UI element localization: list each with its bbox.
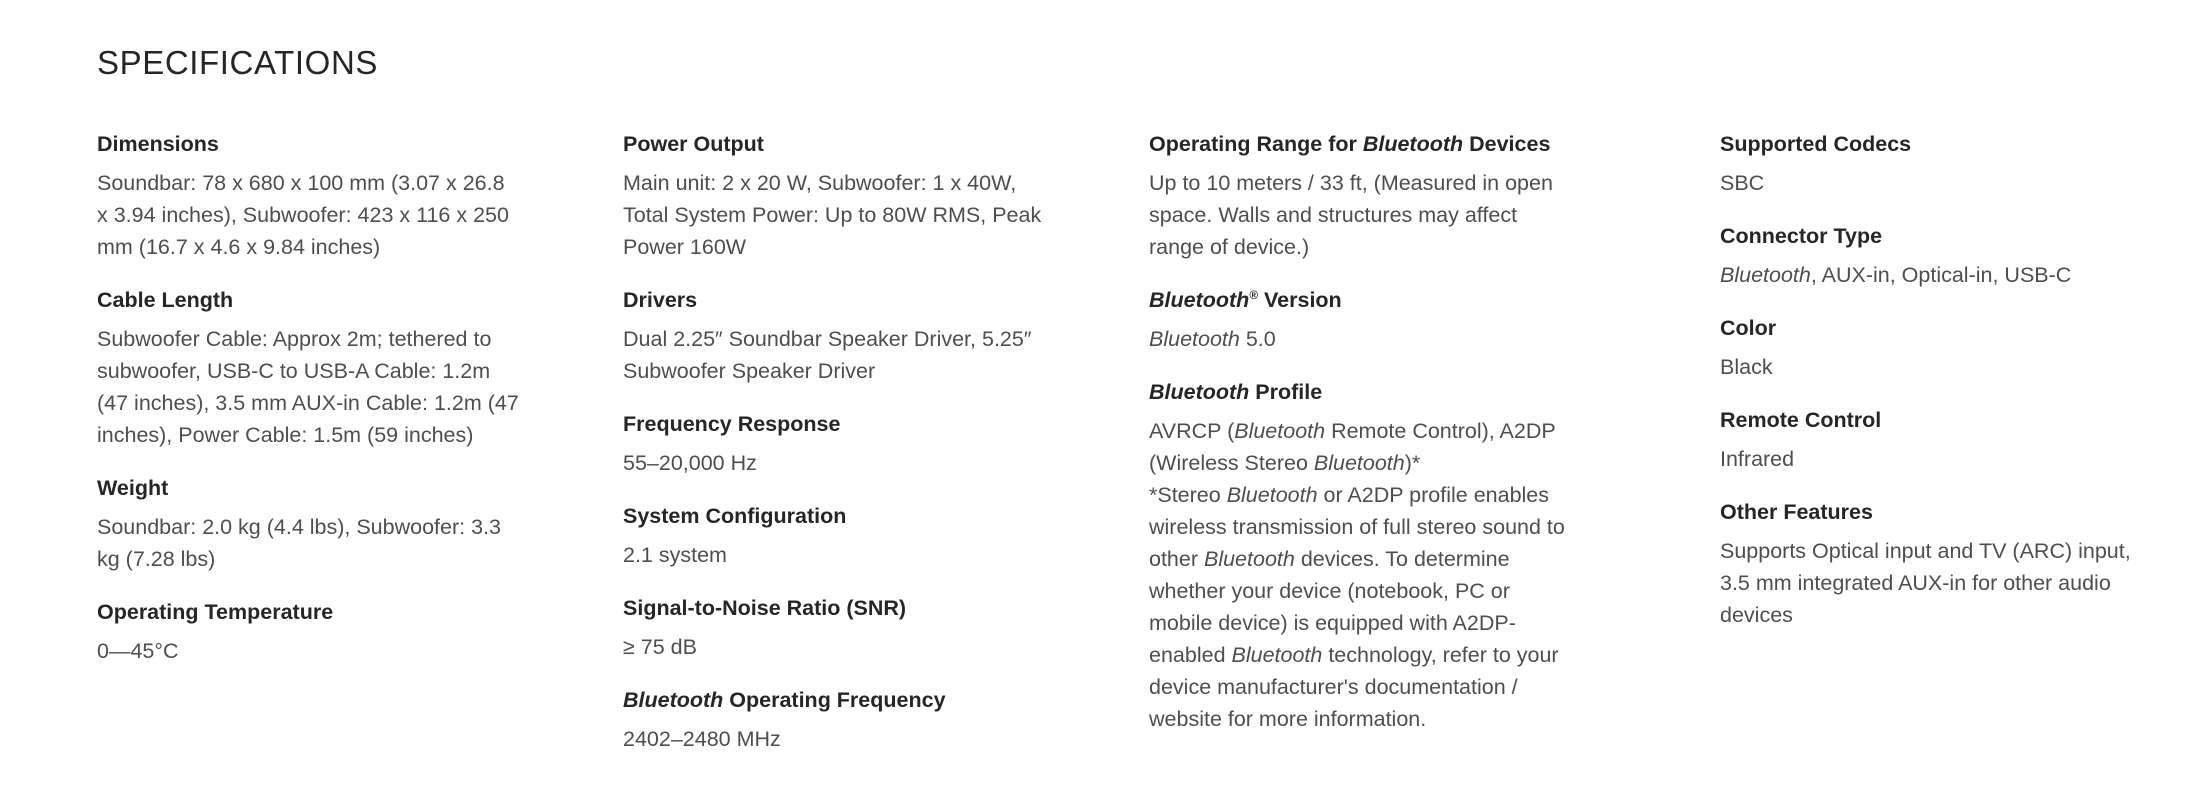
spec-value: Infrared: [1720, 447, 1795, 471]
spec-section: [1149, 128, 1573, 263]
spec-heading: Bluetooth Operating Frequency: [623, 688, 946, 712]
spec-section: [623, 408, 1047, 479]
spec-heading: Connector Type: [1720, 224, 1883, 248]
spec-value: Dual 2.25″ Soundbar Speaker Driver, 5.25″ Subwoofer Speaker Driver: [623, 327, 1032, 383]
spec-section: [1149, 284, 1573, 355]
spec-heading: Bluetooth® Version: [1149, 287, 1342, 312]
spec-section: [1720, 404, 2164, 475]
spec-section: [97, 596, 521, 667]
spec-heading: Supported Codecs: [1720, 132, 1912, 156]
spec-value: Up to 10 meters / 33 ft, (Measured in open space. Walls and structures may affect range of device.): [1149, 171, 1553, 259]
spec-value: Main unit: 2 x 20 W, Subwoofer: 1 x 40W, Total System Power: Up to 80W RMS, Peak Power 160W: [623, 171, 1042, 259]
spec-value: 55–20,000 Hz: [623, 451, 757, 475]
specs-grid: [97, 128, 2200, 776]
spec-value: 2.1 system: [623, 543, 727, 567]
spec-heading: System Configuration: [623, 504, 847, 528]
spec-section: [623, 592, 1047, 663]
spec-heading: Remote Control: [1720, 408, 1882, 432]
spec-heading: Signal-to-Noise Ratio (SNR): [623, 596, 907, 620]
spec-heading: Cable Length: [97, 288, 234, 312]
spec-value: Subwoofer Cable: Approx 2m; tethered to subwoofer, USB-C to USB-A Cable: 1.2m (47 inches), 3.5 mm AUX-in Cable: 1.2m (47 inches), Power Cable: 1.5m (59 inches): [97, 327, 519, 447]
spec-value: Bluetooth 5.0: [1149, 327, 1276, 351]
spec-heading: Operating Temperature: [97, 600, 334, 624]
spec-section: [97, 128, 521, 263]
spec-heading: Weight: [97, 476, 169, 500]
spec-heading: Drivers: [623, 288, 698, 312]
spec-section: [1720, 128, 2164, 199]
spec-column: [97, 128, 521, 688]
spec-value: Supports Optical input and TV (ARC) input, 3.5 mm integrated AUX-in for other audio devices: [1720, 539, 2131, 627]
spec-value: 2402–2480 MHz: [623, 727, 781, 751]
spec-section: [623, 500, 1047, 571]
spec-value: SBC: [1720, 171, 1765, 195]
spec-section: [97, 472, 521, 575]
spec-section: [623, 128, 1047, 263]
spec-value: Soundbar: 78 x 680 x 100 mm (3.07 x 26.8 x 3.94 inches), Subwoofer: 423 x 116 x 250 mm (16.7 x 4.6 x 9.84 inches): [97, 171, 509, 259]
spec-column: [1720, 128, 2164, 652]
spec-section: [1720, 312, 2164, 383]
spec-heading: Color: [1720, 316, 1777, 340]
spec-column: [1149, 128, 1573, 756]
spec-section: [1720, 220, 2164, 291]
spec-section: [1720, 496, 2164, 631]
spec-value: 0—45°C: [97, 639, 179, 663]
page-title: SPECIFICATIONS: [97, 44, 378, 81]
spec-column: [623, 128, 1047, 776]
spec-section: [1149, 376, 1573, 735]
spec-section: [623, 284, 1047, 387]
spec-heading: Power Output: [623, 132, 764, 156]
spec-value: Soundbar: 2.0 kg (4.4 lbs), Subwoofer: 3.3 kg (7.28 lbs): [97, 515, 501, 571]
spec-value: Bluetooth, AUX-in, Optical-in, USB-C: [1720, 263, 2072, 287]
spec-section: [97, 284, 521, 451]
spec-heading: Operating Range for Bluetooth Devices: [1149, 132, 1551, 156]
spec-heading: Frequency Response: [623, 412, 841, 436]
spec-heading: Dimensions: [97, 132, 219, 156]
spec-value: ≥ 75 dB: [623, 635, 697, 659]
spec-section: [623, 684, 1047, 755]
spec-value: AVRCP (Bluetooth Remote Control), A2DP (Wireless Stereo Bluetooth)* *Stereo Bluetooth or A2DP profile enables wireless transmission of full stereo sound to other Bluetooth devices. To determine whether your device (notebook, PC or mobile device) is equipped with A2DP-enabled Bluetooth technology, refer to your device manufacturer's documentation / website for more information.: [1149, 419, 1565, 731]
spec-heading: Bluetooth Profile: [1149, 380, 1323, 404]
spec-heading: Other Features: [1720, 500, 1873, 524]
spec-value: Black: [1720, 355, 1773, 379]
